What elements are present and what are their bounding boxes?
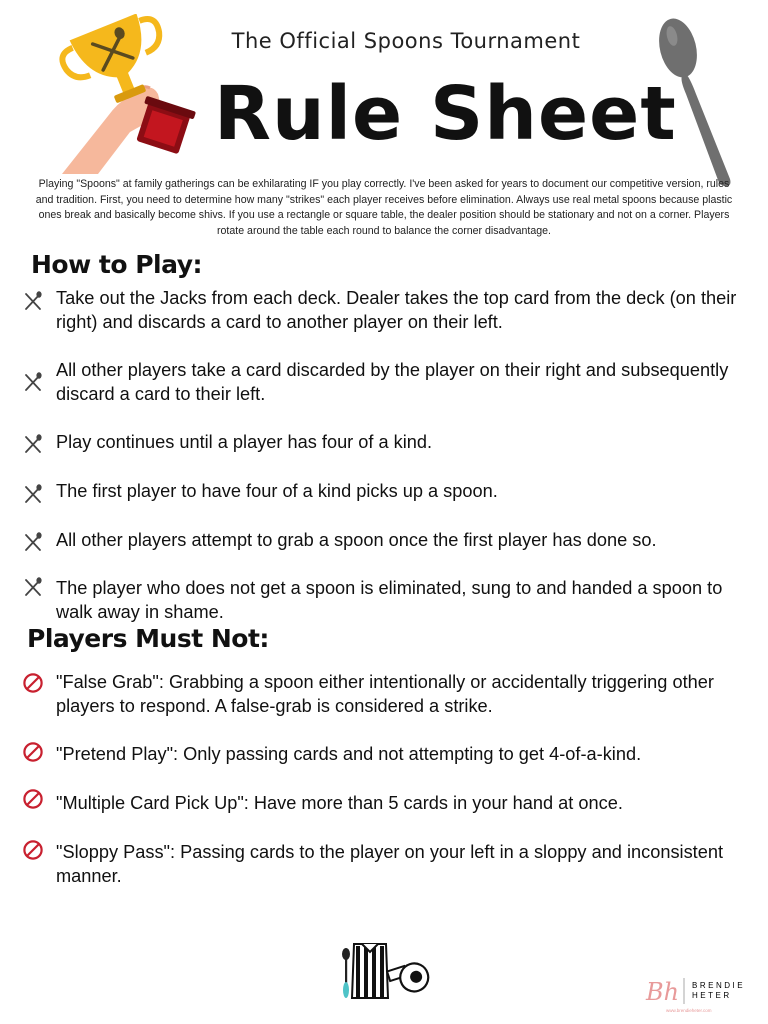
crossed-utensils-icon: [22, 371, 44, 393]
logo-name-line1: BRENDIE: [692, 981, 746, 990]
must-not-item: "Multiple Card Pick Up": Have more than 5 cards in your hand at once.: [56, 793, 623, 813]
page-title: Rule Sheet: [214, 71, 677, 157]
crossed-utensils-icon: [22, 290, 44, 312]
trophy-icon: [58, 14, 198, 174]
prohibited-icon: [22, 741, 44, 763]
logo-url: www.brendieheter.com: [666, 1008, 712, 1013]
how-to-play-item: All other players attempt to grab a spoon once the first player has done so.: [56, 530, 657, 550]
intro-paragraph: Playing "Spoons" at family gatherings can be exhilarating IF you play correctly. I've been asked for years to document our competitive version, rules and tradition. First, you need to determine how many "strikes" each player receives before elimination. Always use real metal spoons because plastic ones break and basically become shivs. If you use a rectangle or square table, the dealer position should be stationary and not on a corner. Players rotate around the table each round to balance the corner disadvantage.: [35, 178, 733, 237]
how-to-play-item: The player who does not get a spoon is eliminated, sung to and handed a spoon to walk away in shame.: [56, 578, 723, 622]
prohibited-icon: [22, 788, 44, 810]
spoon-icon: [656, 14, 736, 189]
crossed-utensils-icon: [22, 483, 44, 505]
referee-whistle-icon: [338, 936, 430, 1006]
how-to-play-item: The first player to have four of a kind picks up a spoon.: [56, 481, 498, 501]
crossed-utensils-icon: [22, 531, 44, 553]
page-subtitle: The Official Spoons Tournament: [231, 29, 581, 53]
crossed-utensils-icon: [22, 576, 44, 598]
logo-name-line2: HETER: [692, 991, 732, 1000]
crossed-utensils-icon: [22, 433, 44, 455]
brendie-heter-logo: [644, 970, 762, 1016]
prohibited-icon: [22, 839, 44, 861]
how-to-play-item: Play continues until a player has four of a kind.: [56, 432, 433, 452]
players-must-not-heading: Players Must Not:: [27, 624, 269, 653]
how-to-play-heading: How to Play:: [31, 250, 203, 279]
prohibited-icon: [22, 672, 44, 694]
must-not-item: "Sloppy Pass": Passing cards to the player on your left in a sloppy and inconsistent manner.: [56, 842, 724, 886]
must-not-item: "Pretend Play": Only passing cards and not attempting to get 4-of-a-kind.: [56, 744, 642, 764]
must-not-item: "False Grab": Grabbing a spoon either intentionally or accidentally triggering other players to respond. A false-grab is considered a strike.: [56, 672, 714, 716]
logo-initials: Bh: [646, 978, 680, 1006]
how-to-play-item: All other players take a card discarded by the player on their right and subsequently discard a card to their left.: [56, 360, 729, 404]
how-to-play-item: Take out the Jacks from each deck. Dealer takes the top card from the deck (on their right) and discards a card to another player on their left.: [56, 288, 737, 332]
